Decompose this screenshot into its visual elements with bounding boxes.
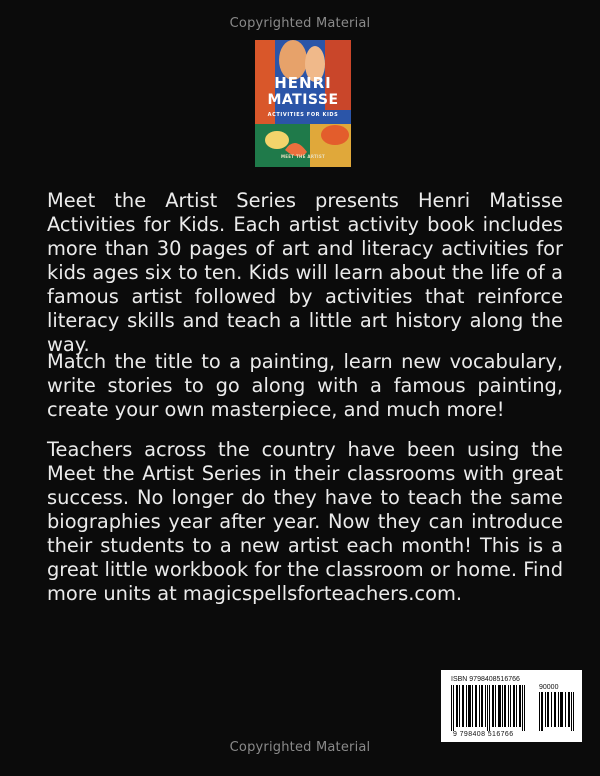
isbn-barcode (441, 670, 582, 742)
blurb-paragraph-3: Teachers across the country have been using the Meet the Artist Series in their classrooms with great success. No longer do they have to teach the same biographies year after year. Now they can introduce their students to a new artist each month! This is a great little workbook for the classroom or home. Find more units at magicspellsforteachers.com. (47, 438, 563, 605)
cover-subtitle: ACTIVITIES FOR KIDS (267, 112, 339, 118)
copyright-watermark-top: Copyrighted Material (229, 16, 371, 31)
isbn-label: ISBN 9798408516766 (451, 676, 520, 683)
cover-title-line1: HENRI (274, 74, 332, 92)
cover-footer: MEET THE ARTIST (280, 154, 326, 159)
copyright-watermark-bottom: Copyrighted Material (229, 740, 371, 755)
blurb-paragraph-1: Meet the Artist Series presents Henri Matisse Activities for Kids. Each artist activity book includes more than 30 pages of art and literacy activities for kids ages six to ten. Kids will learn about the life of a famous artist followed by activities that reinforce literacy skills and teach a little art history along the way. (47, 189, 563, 356)
blurb-paragraph-2: Match the title to a painting, learn new vocabulary, write stories to go along with a famous painting, create your own masterpiece, and much more! (47, 350, 563, 421)
cover-title-line2: MATISSE (267, 92, 339, 108)
barcode-digits: 9 798408 516766 (453, 731, 514, 738)
price-code: 90000 (539, 684, 559, 691)
book-cover-thumbnail (255, 40, 351, 167)
